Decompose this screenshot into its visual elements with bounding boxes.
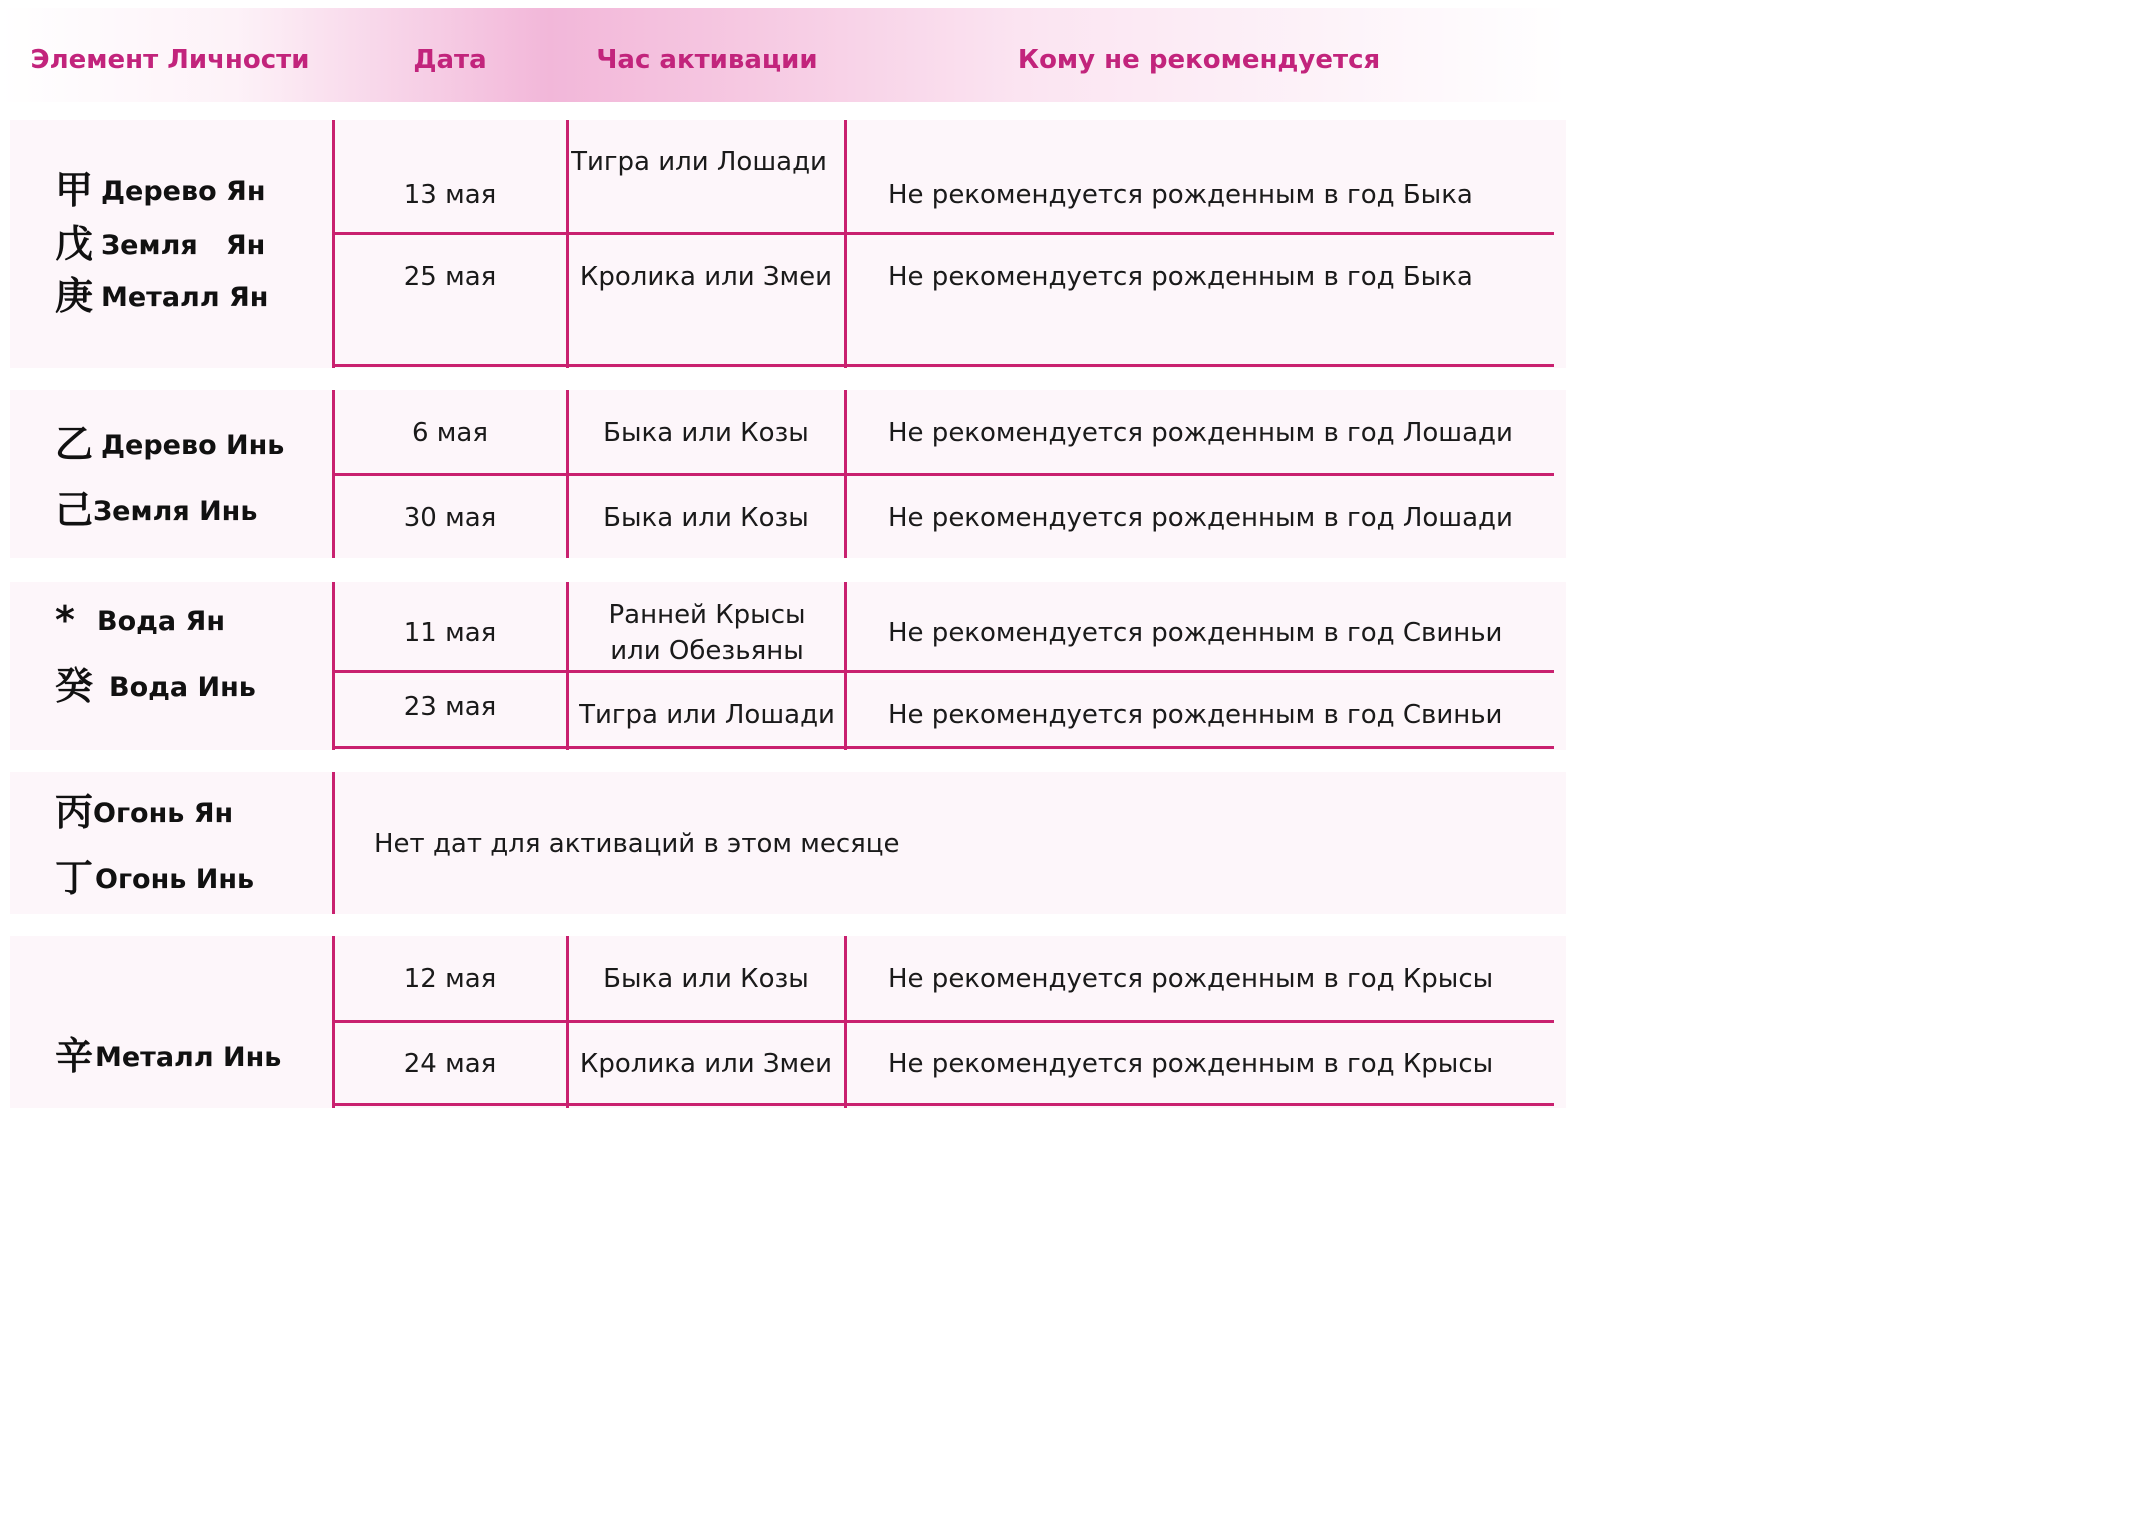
- element-name: Земля Инь: [93, 496, 258, 527]
- row-divider: [332, 670, 1554, 673]
- note-cell: Не рекомендуется рожденным в год Быка: [888, 180, 1473, 210]
- element-item: [55, 224, 265, 264]
- element-item: [55, 858, 254, 898]
- hour-cell: Быка или Козы: [603, 418, 809, 448]
- note-cell: Не рекомендуется рожденным в год Лошади: [888, 503, 1513, 533]
- note-cell: Не рекомендуется рожденным в год Крысы: [888, 1049, 1494, 1079]
- note-cell: Не рекомендуется рожденным в год Крысы: [888, 964, 1494, 994]
- element-item: [55, 276, 268, 316]
- element-name: Земля Ян: [101, 230, 266, 261]
- divider: [332, 582, 335, 750]
- note-cell: Не рекомендуется рожденным в год Свиньи: [888, 700, 1503, 730]
- date-cell: 6 мая: [412, 418, 488, 448]
- divider: [332, 120, 335, 368]
- element-item: [55, 490, 257, 530]
- element-glyph: 乙: [55, 422, 94, 466]
- header-element: Элемент Личности: [30, 45, 310, 75]
- note-cell: Не рекомендуется рожденным в год Лошади: [888, 418, 1513, 448]
- element-item: [55, 600, 225, 640]
- date-cell: 23 мая: [403, 692, 497, 722]
- element-name: Металл Инь: [95, 1042, 282, 1073]
- row-divider: [332, 1103, 1554, 1106]
- date-cell: 11 мая: [403, 618, 497, 648]
- note-cell: Не рекомендуется рожденным в год Быка: [888, 262, 1473, 292]
- row-divider: [332, 364, 1554, 367]
- hour-cell: Быка или Козы: [603, 503, 809, 533]
- element-glyph: 丙: [55, 790, 94, 834]
- element-name: Вода Инь: [109, 672, 256, 703]
- element-glyph: 辛: [55, 1034, 94, 1078]
- row-divider: [332, 473, 1554, 476]
- element-glyph: 庚: [55, 274, 94, 318]
- hour-cell: Ранней Крысы: [608, 600, 806, 630]
- element-glyph: 丁: [55, 856, 94, 900]
- date-cell: 25 мая: [403, 262, 497, 292]
- element-name: Металл Ян: [101, 282, 269, 313]
- element-item: [55, 1036, 281, 1076]
- element-glyph: 癸: [55, 664, 94, 708]
- divider: [844, 582, 847, 750]
- hour-cell: Тигра или Лошади: [579, 700, 835, 730]
- no-dates-message: Нет дат для активаций в этом месяце: [374, 829, 900, 859]
- divider: [844, 120, 847, 368]
- element-glyph: 甲: [55, 168, 94, 212]
- element-name: Дерево Ян: [101, 176, 266, 207]
- element-item: [55, 792, 233, 832]
- hour-cell: или Обезьяны: [610, 636, 804, 666]
- header-not-recommended: Кому не рекомендуется: [1017, 45, 1381, 75]
- element-glyph: 己: [55, 488, 94, 532]
- element-item: [55, 666, 256, 706]
- header-hour: Час активации: [596, 45, 818, 75]
- row-divider: [332, 746, 1554, 749]
- date-cell: 12 мая: [403, 964, 497, 994]
- element-name: Огонь Ян: [93, 798, 234, 829]
- hour-cell: Тигра или Лошади: [571, 147, 827, 177]
- date-cell: 24 мая: [403, 1049, 497, 1079]
- hour-cell: Кролика или Змеи: [579, 1049, 833, 1079]
- divider: [332, 772, 335, 914]
- header-date: Дата: [413, 45, 487, 75]
- element-glyph: 戊: [55, 222, 94, 266]
- element-name: Вода Ян: [97, 606, 225, 637]
- hour-cell: Быка или Козы: [603, 964, 809, 994]
- row-divider: [332, 1020, 1554, 1023]
- element-name: Огонь Инь: [95, 864, 255, 895]
- row-divider: [332, 232, 1554, 235]
- element-item: [55, 170, 265, 210]
- hour-cell: Кролика или Змеи: [579, 262, 833, 292]
- divider: [566, 582, 569, 750]
- element-name: Дерево Инь: [101, 430, 285, 461]
- date-cell: 13 мая: [403, 180, 497, 210]
- element-item: [55, 424, 284, 464]
- date-cell: 30 мая: [403, 503, 497, 533]
- table-header: [0, 8, 1568, 102]
- divider: [566, 120, 569, 368]
- note-cell: Не рекомендуется рожденным в год Свиньи: [888, 618, 1503, 648]
- element-glyph: *: [55, 598, 75, 642]
